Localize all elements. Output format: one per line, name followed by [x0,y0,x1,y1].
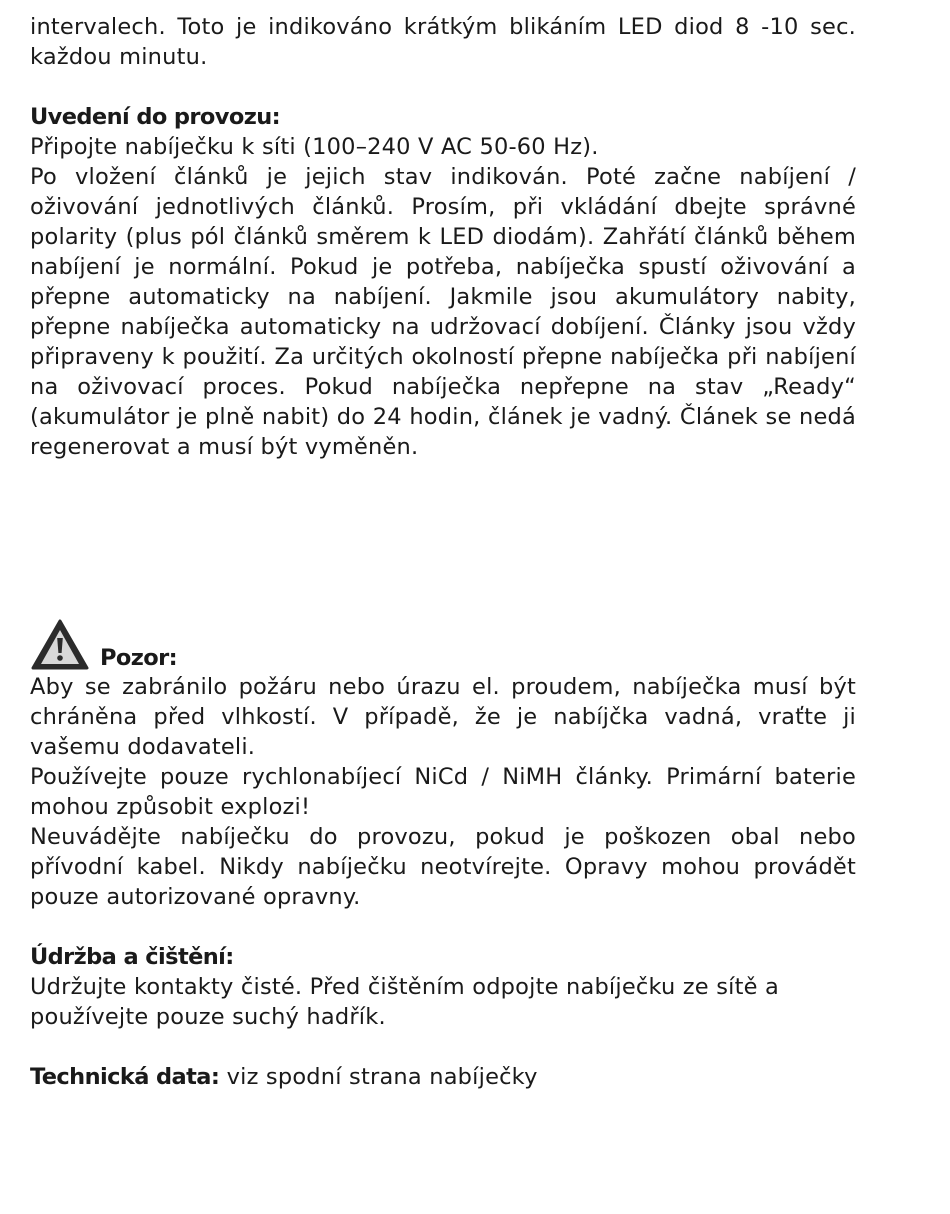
technical-data-text: viz spodní strana nabíječky [219,1064,538,1090]
manual-page [30,12,856,1092]
spacer [30,72,856,102]
commissioning-body: Po vložení článků je jejich stav indikován. Poté začne nabíjení / oživování jednotlivých článků. Prosím, při vkládání dbejte správné polarity (plus pól článků směrem k LED diodám). Zahřátí článků během nabíjení je normální. Pokud je potřeba, nabíječka spustí oživování a přepne automaticky na nabíjení. Jakmile jsou akumulátory nabity, přepne nabíječka automaticky na udržovací dobíjení. Články jsou vždy připraveny k použití. Za určitých okolností přepne nabíječka při nabíjení na oživovací proces. Pokud nabíječka nepřepne na stav „Ready“ (akumulátor je plně nabit) do 24 hodin, článek je vadný. Článek se nedá regenerovat a musí být vyměněn. [30,164,856,460]
spacer [30,1032,856,1062]
commissioning-heading: Uvedení do provozu: [30,104,281,130]
commissioning-connect: Připojte nabíječku k síti (100–240 V AC 50-60 Hz). [30,134,599,160]
spacer [30,462,856,616]
maintenance-heading: Údržba a čištění: [30,944,234,970]
warning-paragraph-3: Neuvádějte nabíječku do provozu, pokud je poškozen obal nebo přívodní kabel. Nikdy nabíječku neotvírejte. Opravy mohou provádět pouze autorizované opravny. [30,824,856,910]
warning-triangle-icon [30,618,90,672]
technical-data-line [30,1062,856,1092]
intro-paragraph: intervalech. Toto je indikováno krátkým blikáním LED diod 8 -10 sec. každou minutu. [30,14,856,70]
warning-paragraph-2: Používejte pouze rychlonabíjecí NiCd / NiMH články. Primární baterie mohou způsobit explozi! [30,764,856,820]
warning-header [30,616,856,672]
technical-data-heading: Technická data: [30,1064,220,1090]
spacer [30,912,856,942]
maintenance-line-1: Udržujte kontakty čisté. Před čištěním odpojte nabíječku ze sítě a [30,974,779,1000]
warning-paragraph-1: Aby se zabránilo požáru nebo úrazu el. proudem, nabíječka musí být chráněna před vlhkostí. V případě, že je nabíjčka vadná, vraťte ji vašemu dodavateli. [30,674,856,760]
maintenance-line-2: používejte pouze suchý hadřík. [30,1004,386,1030]
warning-heading: Pozor: [100,645,177,671]
